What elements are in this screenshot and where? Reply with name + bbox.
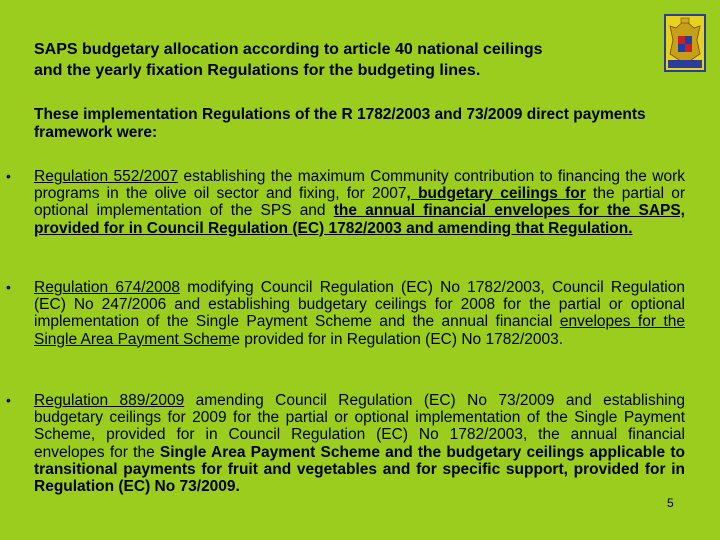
bullet-text [34,392,685,495]
emphasis-text: envelopes for the Single Area Payment Schem [34,313,685,348]
emphasis-text: the annual financial envelopes for the SAPS, provided for in Council Regulation (EC) 1782/2003 and amending that Regulation. [34,202,685,237]
bullet-symbol: • [6,279,11,295]
page-number: 5 [667,496,674,510]
bullet-text [34,279,685,348]
title-line-1: SAPS budgetary allocation according to article 40 national ceilings [34,41,543,58]
text-run: modifying Council Regulation (EC) No 1782/2003, Council Regulation (EC) No 247/2006 and establishing budgetary ceilings for 2008 for the partial or optional implementation of the Single Payment Scheme and the annual financial [34,279,685,331]
regulation-number: 552/2007 [113,168,179,185]
text-run: e provided for in Regulation (EC) No 1782/2003. [231,330,564,348]
text-run: establishing the maximum Community contribution to financing the work programs in the olive oil sector and fixing, for 2007 [34,168,685,203]
regulation-ref: Regulation [34,168,109,185]
slide-title [34,39,634,81]
text-run: the partial or optional implementation of the SPS and [34,185,686,220]
emphasis-text: Single Area Payment Scheme and the budgetary ceilings applicable to transitional payments for fruit and vegetables and for specific support, provided for in Regulation (EC) No 73/2009. [34,443,685,496]
emphasis-text: , budgetary ceilings for [406,185,586,203]
bullet-symbol: • [6,168,11,184]
bullet-symbol: • [6,392,11,408]
intro-text: These implementation Regulations of the R 1782/2003 and 73/2009 direct payments framework were: [34,106,646,141]
coat-of-arms-icon [664,14,706,72]
regulation-ref: Regulation 889/2009 [34,392,185,409]
title-line-2: and the yearly fixation Regulations for the budgeting lines. [34,62,481,79]
text-run: amending Council Regulation (EC) No 73/2009 and establishing budgetary ceilings for 2009 for the partial or optional implementation of the Single Payment Scheme, provided for in Council Regulation (EC) No 1782/2003, the annual financial envelopes for the [34,392,685,461]
bullet-text [34,168,685,237]
regulation-ref: Regulation 674/2008 [34,279,180,296]
